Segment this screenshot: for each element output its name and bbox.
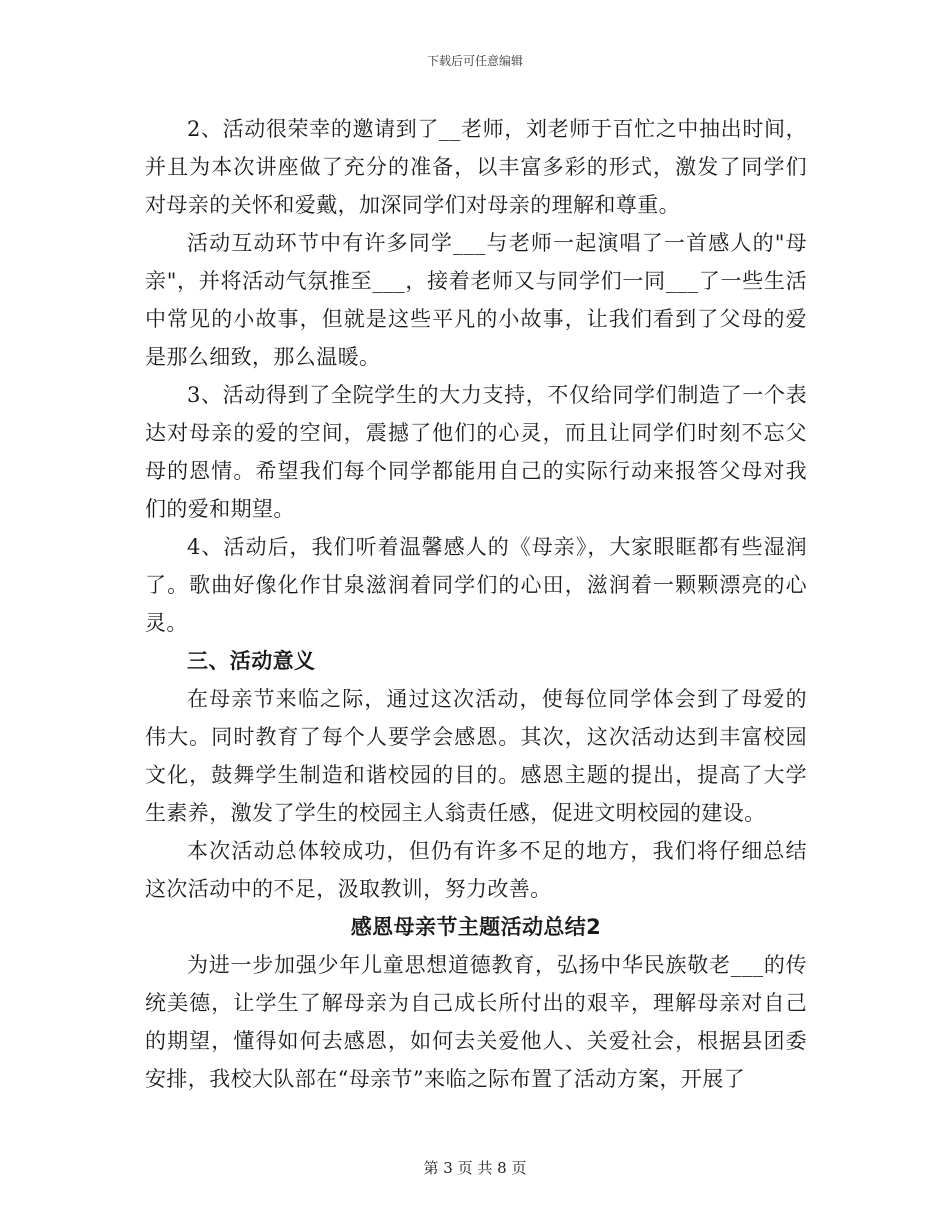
paragraph-interaction: 活动互动环节中有许多同学___与老师一起演唱了一首感人的"母亲"，并将活动气氛推至___，接着老师又与同学们一同___了一些生活中常见的小故事，但就是这些平凡的小故事，让我们看到了父母的爱是那么细致，那么温暖。 — [145, 231, 807, 369]
paragraph-activity-2: 2、活动很荣幸的邀请到了__老师，刘老师于百忙之中抽出时间，并且为本次讲座做了充分的准备，以丰富多彩的形式，激发了同学们对母亲的关怀和爱戴，加深同学们对母亲的理解和尊重。 — [145, 117, 807, 217]
paragraph-intro-2: 为进一步加强少年儿童思想道德教育，弘扬中华民族敬老___的传统美德，让学生了解母亲为自己成长所付出的艰辛，理解母亲对自己的期望，懂得如何去感恩，如何去关爱他人、关爱社会，根据县团委安排，我校大队部在“母亲节”来临之际布置了活动方案，开展了 — [145, 953, 807, 1091]
document-title-2: 感恩母亲节主题活动总结2 — [350, 915, 602, 939]
paragraph-activity-3: 3、活动得到了全院学生的大力支持，不仅给同学们制造了一个表达对母亲的爱的空间，震撼了他们的心灵，而且让同学们时刻不忘父母的恩情。希望我们每个同学都能用自己的实际行动来报答父母对我们的爱和期望。 — [145, 383, 807, 521]
paragraph-significance: 在母亲节来临之际，通过这次活动，使每位同学体会到了母爱的伟大。同时教育了每个人要学会感恩。其次，这次活动达到丰富校园文化，鼓舞学生制造和谐校园的目的。感恩主题的提出，提高了大学生素养，激发了学生的校园主人翁责任感，促进文明校园的建设。 — [145, 687, 807, 825]
section-heading-significance: 三、活动意义 — [187, 649, 316, 673]
document-body — [145, 110, 807, 1098]
paragraph-conclusion: 本次活动总体较成功，但仍有许多不足的地方，我们将仔细总结这次活动中的不足，汲取教训，努力改善。 — [145, 839, 807, 901]
paragraph-activity-4: 4、活动后，我们听着温馨感人的《母亲》，大家眼眶都有些湿润了。歌曲好像化作甘泉滋润着同学们的心田，滋润着一颗颗漂亮的心灵。 — [145, 535, 807, 635]
page-header: 下载后可任意编辑 — [426, 54, 523, 68]
page-number: 第 3 页 共 8 页 — [423, 1159, 527, 1177]
